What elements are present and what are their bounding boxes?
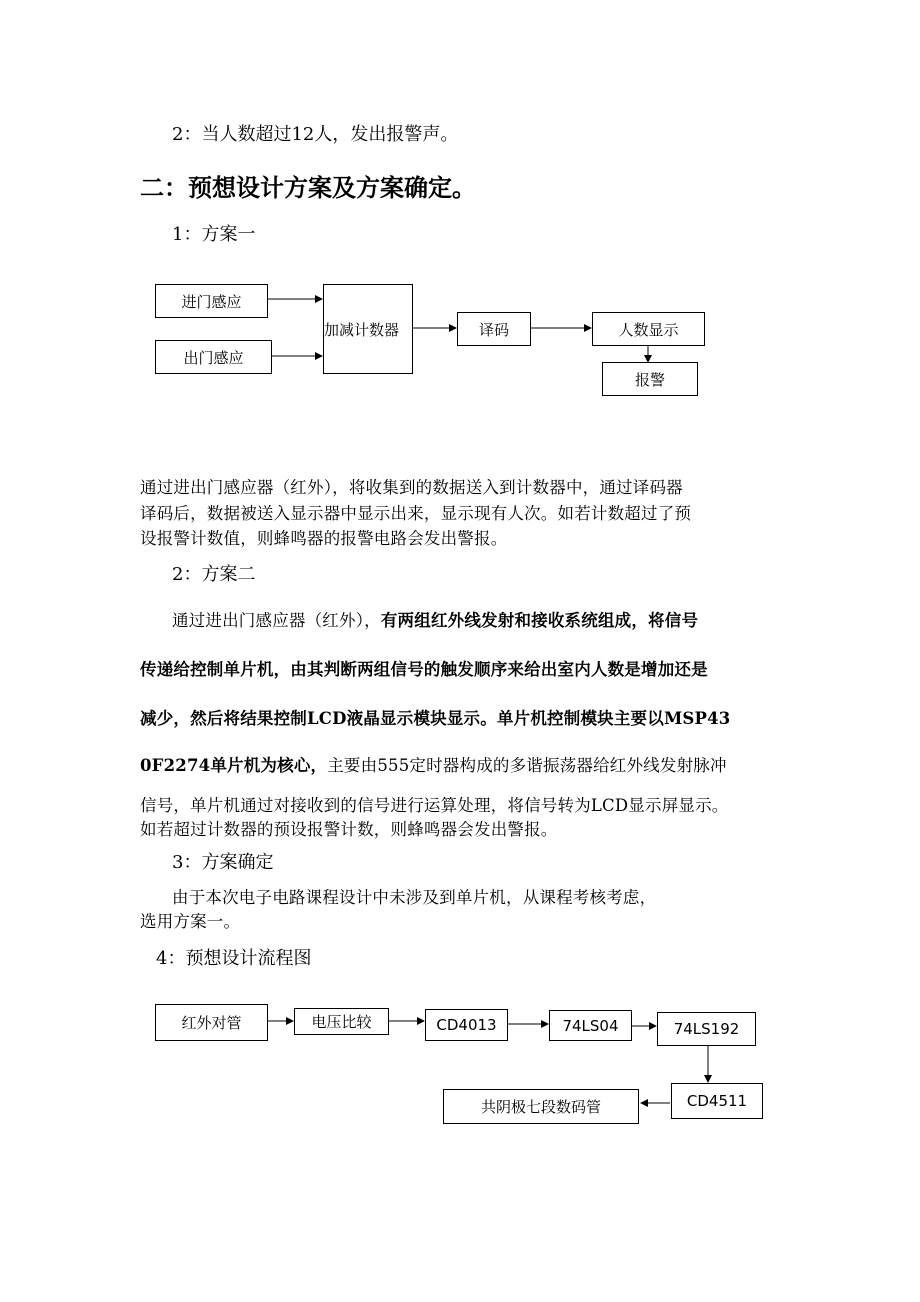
plan3-heading: 3：方案确定 — [172, 852, 274, 873]
flow-cd4013: CD4013 — [425, 1009, 508, 1041]
box-decoder: 译码 — [457, 312, 531, 346]
plan2-line-5: 信号，单片机通过对接收到的信号进行运算处理，将信号转为LCD显示屏显示。 — [140, 796, 729, 815]
plan1-heading: 1：方案一 — [172, 224, 256, 245]
plan2-line-4-bold: 0F2274单片机为核心， — [140, 756, 328, 775]
plan2-heading: 2：方案二 — [172, 564, 256, 585]
flow-voltage-compare: 电压比较 — [294, 1008, 389, 1035]
box-counter: 加减计数器 — [323, 284, 413, 374]
plan2-line-4 — [140, 752, 727, 776]
plan2-line-4-normal: 主要由555定时器构成的多谐振荡器给红外线发射脉冲 — [327, 756, 727, 775]
plan3-line-1: 由于本次电子电路课程设计中未涉及到单片机，从课程考核考虑， — [172, 888, 657, 907]
box-display: 人数显示 — [592, 312, 705, 346]
flow-cd4511: CD4511 — [671, 1083, 763, 1119]
plan2-line-1 — [172, 607, 698, 631]
section-title: 二：预想设计方案及方案确定。 — [140, 174, 476, 202]
plan2-line-6: 如若超过计数器的预设报警计数，则蜂鸣器会发出警报。 — [140, 820, 558, 839]
plan1-desc-line-1: 通过进出门感应器（红外），将收集到的数据送入到计数器中，通过译码器 — [140, 478, 683, 497]
flow-74ls192: 74LS192 — [657, 1012, 756, 1046]
plan1-desc-line-3: 设报警计数值，则蜂鸣器的报警电路会发出警报。 — [140, 529, 508, 548]
box-in-sensor: 进门感应 — [155, 284, 268, 318]
plan2-line-1-bold: 有两组红外线发射和接收系统组成，将信号 — [380, 611, 699, 630]
plan2-line-1-normal: 通过进出门感应器（红外）， — [172, 611, 381, 630]
plan2-line-3: 减少，然后将结果控制LCD液晶显示模块显示。单片机控制模块主要以MSP43 — [140, 709, 731, 728]
plan1-desc-line-2: 译码后，数据被送入显示器中显示出来，显示现有人次。如若计数超过了预 — [140, 504, 692, 523]
flow-74ls04: 74LS04 — [549, 1010, 632, 1041]
flow-7seg-display: 共阴极七段数码管 — [443, 1089, 639, 1124]
requirement-item-2: 2：当人数超过12人，发出报警声。 — [172, 124, 459, 145]
flow-ir-pair: 红外对管 — [155, 1004, 268, 1041]
plan3-line-2: 选用方案一。 — [140, 912, 241, 931]
box-out-sensor: 出门感应 — [155, 340, 272, 374]
box-alarm: 报警 — [602, 362, 698, 396]
plan4-heading: 4：预想设计流程图 — [156, 948, 312, 969]
plan2-line-2: 传递给控制单片机，由其判断两组信号的触发顺序来给出室内人数是增加还是 — [140, 660, 708, 679]
